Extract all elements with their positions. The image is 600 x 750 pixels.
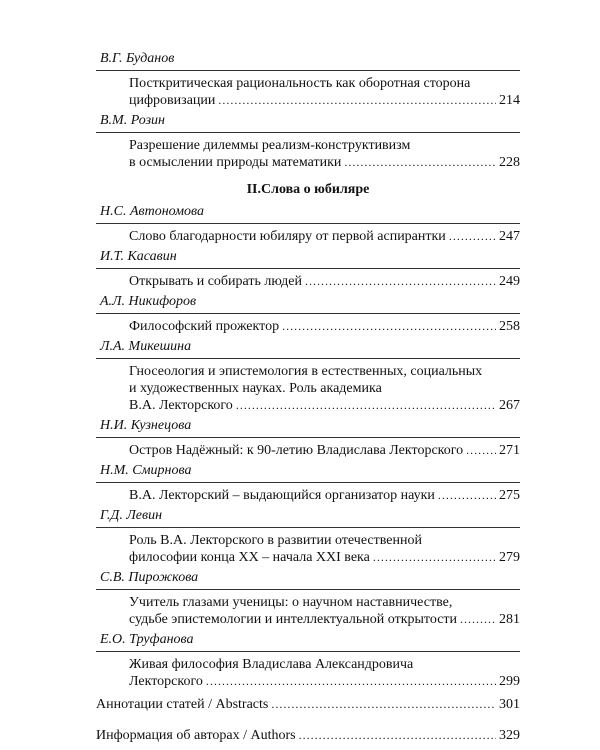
toc-entry bbox=[129, 656, 520, 690]
toc-entry bbox=[129, 228, 520, 245]
toc-entry-last-line bbox=[129, 154, 520, 171]
dot-leader bbox=[236, 397, 496, 414]
toc-author: В.М. Розин bbox=[100, 113, 165, 128]
author-divider bbox=[96, 70, 520, 71]
toc-author: Н.С. Автономова bbox=[100, 204, 205, 219]
toc-author: А.Л. Никифоров bbox=[100, 294, 197, 309]
dot-leader bbox=[373, 549, 496, 566]
toc-back-entry bbox=[96, 696, 520, 713]
toc-entry-last-line bbox=[129, 273, 520, 290]
toc-entry-title-end: В.А. Лекторского bbox=[129, 398, 233, 413]
dot-leader bbox=[282, 318, 496, 335]
author-divider bbox=[96, 482, 520, 483]
dot-leader bbox=[344, 154, 496, 171]
toc-section-2 bbox=[96, 203, 520, 690]
page-number: 258 bbox=[499, 319, 520, 334]
toc-entry-last-line bbox=[129, 673, 520, 690]
toc-entry bbox=[129, 532, 520, 566]
toc-entry-last-line bbox=[129, 549, 520, 566]
toc-entry-title-end: в осмыслении природы математики bbox=[129, 155, 342, 170]
toc-entry bbox=[129, 75, 520, 109]
toc-entry-last-line bbox=[129, 487, 520, 504]
toc-author: Л.А. Микешина bbox=[100, 339, 192, 354]
toc-author: Н.М. Смирнова bbox=[100, 463, 192, 478]
toc-author: Е.О. Труфанова bbox=[100, 632, 194, 647]
page-number: 249 bbox=[499, 274, 520, 289]
toc-entry-title-end: Лекторского bbox=[129, 674, 203, 689]
dot-leader bbox=[218, 92, 496, 109]
toc-back-title: Информация об авторах / Authors bbox=[96, 728, 296, 743]
toc-entry-title-line: Посткритическая рациональность как оборотная сторона bbox=[129, 76, 471, 91]
toc-entry-title-line: Разрешение дилеммы реализм-конструктивизм bbox=[129, 138, 411, 153]
toc-entry-last-line bbox=[129, 611, 520, 628]
toc-author: Н.И. Кузнецова bbox=[100, 418, 192, 433]
page-number: 228 bbox=[499, 155, 520, 170]
toc-entry-title-end: цифровизации bbox=[129, 93, 216, 108]
page-number: 267 bbox=[499, 398, 520, 413]
dot-leader bbox=[305, 273, 496, 290]
author-divider bbox=[96, 223, 520, 224]
toc-entry-last-line bbox=[129, 318, 520, 335]
toc-entry-last-line bbox=[129, 397, 520, 414]
section-title: II.Слова о юбиляре bbox=[246, 182, 370, 197]
page-number: 301 bbox=[499, 697, 520, 712]
author-divider bbox=[96, 358, 520, 359]
author-divider bbox=[96, 132, 520, 133]
toc-entry bbox=[129, 363, 520, 414]
page-number: 279 bbox=[499, 550, 520, 565]
dot-leader bbox=[460, 611, 496, 628]
table-of-contents bbox=[96, 50, 520, 744]
toc-entry-title-end: философии конца XX – начала XXI века bbox=[129, 550, 370, 565]
toc-author: С.В. Пирожкова bbox=[100, 570, 199, 585]
toc-entry-title-end: Открывать и собирать людей bbox=[129, 274, 302, 289]
toc-entry bbox=[129, 318, 520, 335]
toc-entry-title-end: Слово благодарности юбиляру от первой аспирантки bbox=[129, 229, 446, 244]
toc-author: В.Г. Буданов bbox=[100, 51, 175, 66]
toc-entry bbox=[129, 442, 520, 459]
page-number: 299 bbox=[499, 674, 520, 689]
dot-leader bbox=[449, 228, 496, 245]
toc-author: И.Т. Касавин bbox=[100, 249, 177, 264]
toc-entry-title-end: судьбе эпистемологии и интеллектуальной открытости bbox=[129, 612, 458, 627]
toc-entry-last-line bbox=[129, 92, 520, 109]
dot-leader bbox=[271, 696, 496, 713]
dot-leader bbox=[206, 673, 496, 690]
page-number: 247 bbox=[499, 229, 520, 244]
author-divider bbox=[96, 589, 520, 590]
toc-entry-title-line: и художественных науках. Роль академика bbox=[129, 381, 382, 396]
author-divider bbox=[96, 437, 520, 438]
toc-entry-title-end: Философский прожектор bbox=[129, 319, 280, 334]
toc-entry-title-line: Роль В.А. Лекторского в развитии отечественной bbox=[129, 533, 422, 548]
page-number: 275 bbox=[499, 488, 520, 503]
page-number: 271 bbox=[499, 443, 520, 458]
dot-leader bbox=[438, 487, 496, 504]
toc-author: Г.Д. Левин bbox=[100, 508, 163, 523]
author-divider bbox=[96, 527, 520, 528]
toc-entry bbox=[129, 487, 520, 504]
toc-back-entry bbox=[96, 727, 520, 744]
toc-entry-title-line: Учитель глазами ученицы: о научном наставничестве, bbox=[129, 595, 453, 610]
toc-entry-title-line: Гносеология и эпистемология в естественных, социальных bbox=[129, 364, 483, 379]
page-number: 281 bbox=[499, 612, 520, 627]
toc-entry bbox=[129, 137, 520, 171]
toc-entry-title-line: Живая философия Владислава Александровича bbox=[129, 657, 414, 672]
toc-entry bbox=[129, 594, 520, 628]
toc-entry-title-end: В.А. Лекторский – выдающийся организатор науки bbox=[129, 488, 435, 503]
author-divider bbox=[96, 651, 520, 652]
toc-entry-title-end: Остров Надёжный: к 90-летию Владислава Лекторского bbox=[129, 443, 464, 458]
page-number: 214 bbox=[499, 93, 520, 108]
dot-leader bbox=[299, 727, 496, 744]
author-divider bbox=[96, 268, 520, 269]
toc-back-matter bbox=[96, 696, 520, 744]
dot-leader bbox=[466, 442, 496, 459]
toc-entry bbox=[129, 273, 520, 290]
toc-entry-last-line bbox=[129, 228, 520, 245]
toc-section-1 bbox=[96, 50, 520, 171]
page-number: 329 bbox=[499, 728, 520, 743]
toc-entry-last-line bbox=[129, 442, 520, 459]
toc-back-title: Аннотации статей / Abstracts bbox=[96, 697, 269, 712]
author-divider bbox=[96, 313, 520, 314]
